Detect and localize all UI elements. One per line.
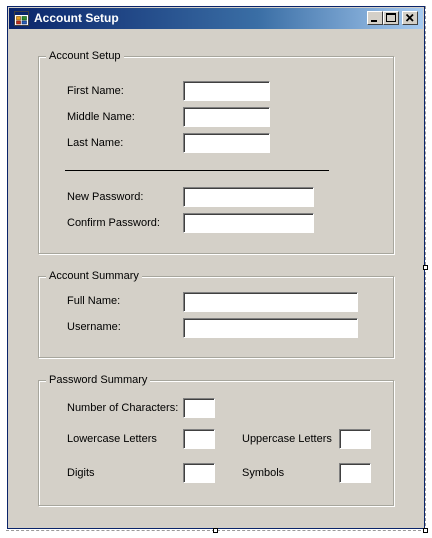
confirm-password-label: Confirm Password: <box>67 217 160 229</box>
symbols-label: Symbols <box>242 467 285 479</box>
minimize-icon <box>368 12 382 24</box>
maximize-icon <box>384 12 398 24</box>
digits-input[interactable] <box>183 463 215 483</box>
resize-handle-corner[interactable] <box>423 528 428 533</box>
lowercase-letters-label: Lowercase Letters <box>67 433 157 445</box>
middle-name-input[interactable] <box>183 107 270 127</box>
new-password-input[interactable] <box>183 187 314 207</box>
uppercase-letters-label: Uppercase Letters <box>242 433 332 445</box>
symbols-input[interactable] <box>339 463 371 483</box>
separator-line <box>65 170 329 171</box>
minimize-button[interactable] <box>367 11 383 25</box>
digits-label: Digits <box>67 467 95 479</box>
account-summary-legend: Account Summary <box>46 270 142 282</box>
title-bar[interactable] <box>9 8 423 29</box>
new-password-label: New Password: <box>67 191 144 203</box>
form-icon[interactable] <box>14 11 29 26</box>
confirm-password-input[interactable] <box>183 213 314 233</box>
username-input[interactable] <box>183 318 358 338</box>
close-button[interactable] <box>402 11 418 25</box>
full-name-label: Full Name: <box>67 295 121 307</box>
num-characters-input[interactable] <box>183 398 215 418</box>
last-name-input[interactable] <box>183 133 270 153</box>
password-summary-legend: Password Summary <box>46 374 150 386</box>
resize-handle-right[interactable] <box>423 265 428 270</box>
first-name-input[interactable] <box>183 81 270 101</box>
account-setup-window <box>7 6 425 529</box>
middle-name-label: Middle Name: <box>67 111 135 123</box>
resize-handle-bottom[interactable] <box>213 528 218 533</box>
maximize-button[interactable] <box>383 11 399 25</box>
first-name-label: First Name: <box>67 85 124 97</box>
full-name-input[interactable] <box>183 292 358 312</box>
num-characters-label: Number of Characters: <box>67 402 179 414</box>
account-summary-group <box>38 276 394 358</box>
window-title: Account Setup <box>34 11 119 25</box>
last-name-label: Last Name: <box>67 137 124 149</box>
account-setup-legend: Account Setup <box>46 50 124 62</box>
uppercase-letters-input[interactable] <box>339 429 371 449</box>
close-icon <box>403 12 417 24</box>
username-label: Username: <box>67 321 121 333</box>
lowercase-letters-input[interactable] <box>183 429 215 449</box>
